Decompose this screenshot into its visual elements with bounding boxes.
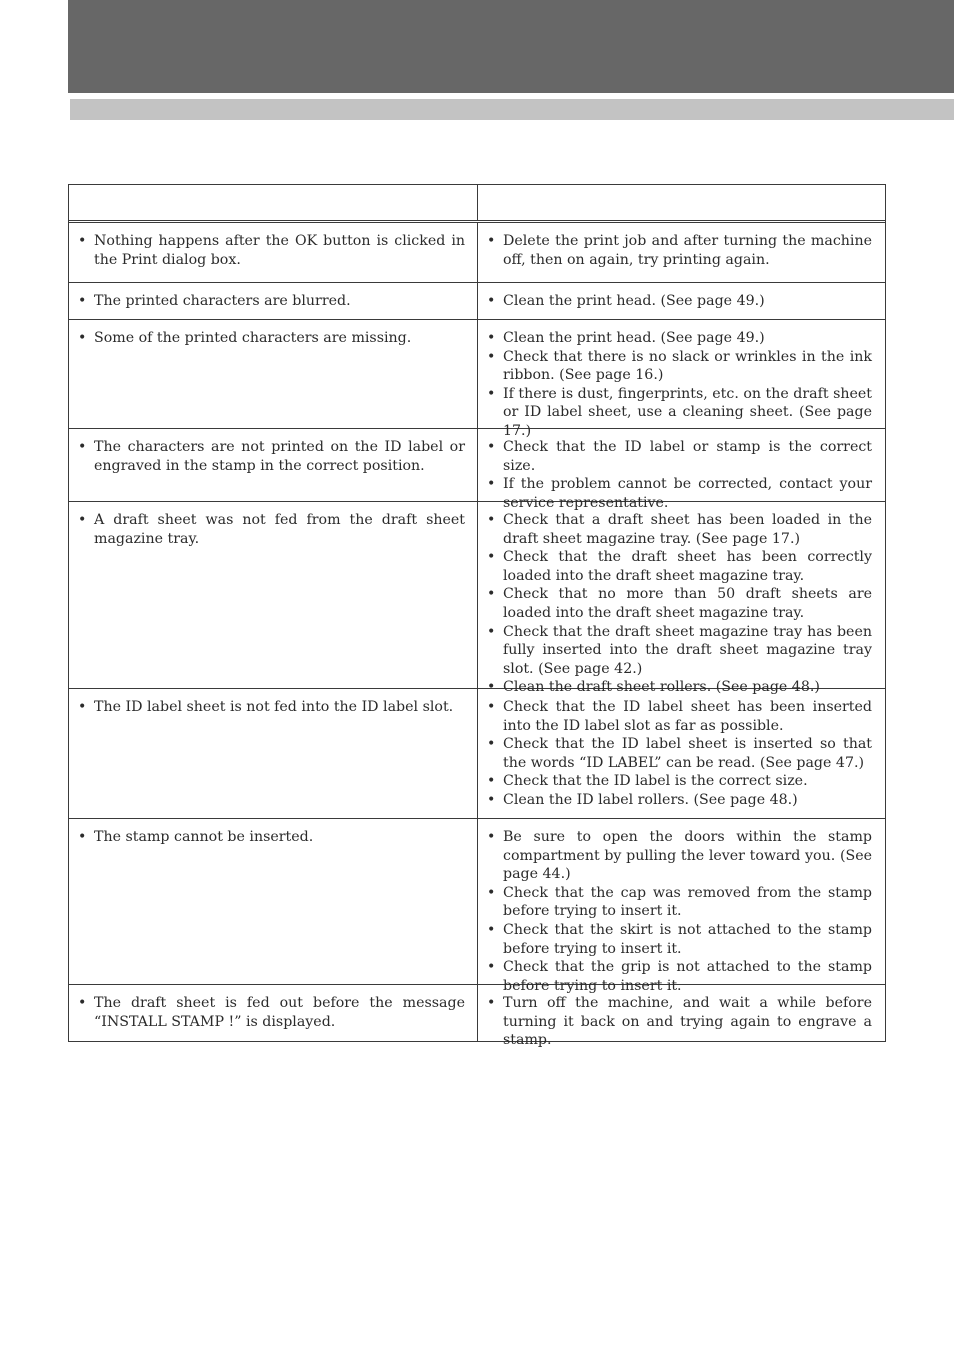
troubleshooting-table <box>68 184 886 1049</box>
solution-list <box>486 329 872 441</box>
solution-item: • Check that the ID label or stamp is the correct size. <box>486 438 872 475</box>
solution-list <box>486 232 872 269</box>
table-row <box>69 283 885 320</box>
problem-cell <box>69 320 478 428</box>
problem-item: • Nothing happens after the OK button is clicked in the Print dialog box. <box>77 232 465 269</box>
solution-item: • Clean the ID label rollers. (See page 48.) <box>486 791 872 810</box>
problem-cell <box>69 819 478 984</box>
solution-item: • Check that the draft sheet has been correctly loaded into the draft sheet magazine tray. <box>486 548 872 585</box>
problem-cell <box>69 689 478 818</box>
solution-item: • Clean the print head. (See page 49.) <box>486 292 872 311</box>
problem-list <box>77 994 465 1031</box>
solution-list <box>486 828 872 995</box>
solution-item: • Check that the ID label is the correct size. <box>486 772 872 791</box>
problem-item: • Some of the printed characters are missing. <box>77 329 465 348</box>
solution-cell <box>478 819 884 994</box>
solution-item: • Check that the cap was removed from the stamp before trying to insert it. <box>486 884 872 921</box>
table-row <box>69 320 885 439</box>
table-row <box>69 689 885 819</box>
header-cell-solution <box>478 185 884 220</box>
solution-cell <box>478 320 884 439</box>
table-row <box>69 429 885 511</box>
solution-item: • Check that the skirt is not attached to the stamp before trying to insert it. <box>486 921 872 958</box>
problem-list <box>77 292 465 311</box>
problem-cell <box>69 502 478 688</box>
solution-item: • Check that the grip is not attached to the stamp before trying to insert it. <box>486 958 872 995</box>
problem-item: • The stamp cannot be inserted. <box>77 828 465 847</box>
problem-item: • The printed characters are blurred. <box>77 292 465 311</box>
solution-cell <box>478 689 884 818</box>
table-row <box>69 819 885 994</box>
table-row <box>69 223 885 283</box>
solution-item: • Turn off the machine, and wait a while before turning it back on and trying again to engrave a stamp. <box>486 994 872 1050</box>
subheader-bar <box>70 99 954 120</box>
header-bar <box>68 0 954 93</box>
solution-cell <box>478 223 884 282</box>
solution-item: • Check that the ID label sheet is inserted so that the words “ID LABEL” can be read. (See page 47.) <box>486 735 872 772</box>
solution-item: • Check that the ID label sheet has been inserted into the ID label slot as far as possible. <box>486 698 872 735</box>
table-header-row <box>69 185 885 223</box>
problem-list <box>77 828 465 847</box>
solution-item: • Check that a draft sheet has been loaded in the draft sheet magazine tray. (See page 17.) <box>486 511 872 548</box>
solution-item: • Check that there is no slack or wrinkles in the ink ribbon. (See page 16.) <box>486 348 872 385</box>
solution-cell <box>478 985 884 1049</box>
problem-cell <box>69 985 478 1041</box>
problem-cell <box>69 283 478 319</box>
table-row <box>69 502 885 696</box>
table-body <box>69 223 885 1049</box>
solution-cell <box>478 283 884 319</box>
solution-item: • If the problem cannot be corrected, contact your service representative. <box>486 475 872 512</box>
solution-list <box>486 698 872 810</box>
problem-item: • A draft sheet was not fed from the draft sheet magazine tray. <box>77 511 465 548</box>
solution-item: • Check that no more than 50 draft sheets are loaded into the draft sheet magazine tray. <box>486 585 872 622</box>
problem-list <box>77 438 465 475</box>
solution-item: • Delete the print job and after turning the machine off, then on again, try printing again. <box>486 232 872 269</box>
solution-item: • If there is dust, fingerprints, etc. on the draft sheet or ID label sheet, use a cleaning sheet. (See page 17.) <box>486 385 872 441</box>
problem-cell <box>69 223 478 282</box>
header-cell-problem <box>69 185 478 220</box>
solution-item: • Clean the draft sheet rollers. (See page 48.) <box>486 678 872 697</box>
solution-item: • Check that the draft sheet magazine tray has been fully inserted into the draft sheet magazine tray slot. (See page 42.) <box>486 623 872 679</box>
problem-item: • The ID label sheet is not fed into the ID label slot. <box>77 698 465 717</box>
problem-item: • The draft sheet is fed out before the message “INSTALL STAMP !” is displayed. <box>77 994 465 1031</box>
solution-cell <box>478 502 884 696</box>
solution-item: • Be sure to open the doors within the stamp compartment by pulling the lever toward you. (See page 44.) <box>486 828 872 884</box>
problem-list <box>77 511 465 548</box>
solution-list <box>486 292 872 311</box>
problem-cell <box>69 429 478 501</box>
problem-item: • The characters are not printed on the ID label or engraved in the stamp in the correct position. <box>77 438 465 475</box>
table-row <box>69 985 885 1049</box>
solution-item: • Clean the print head. (See page 49.) <box>486 329 872 348</box>
problem-list <box>77 698 465 717</box>
problem-list <box>77 329 465 348</box>
solution-list <box>486 994 872 1050</box>
solution-list <box>486 438 872 512</box>
solution-list <box>486 511 872 697</box>
problem-list <box>77 232 465 269</box>
solution-cell <box>478 429 884 511</box>
